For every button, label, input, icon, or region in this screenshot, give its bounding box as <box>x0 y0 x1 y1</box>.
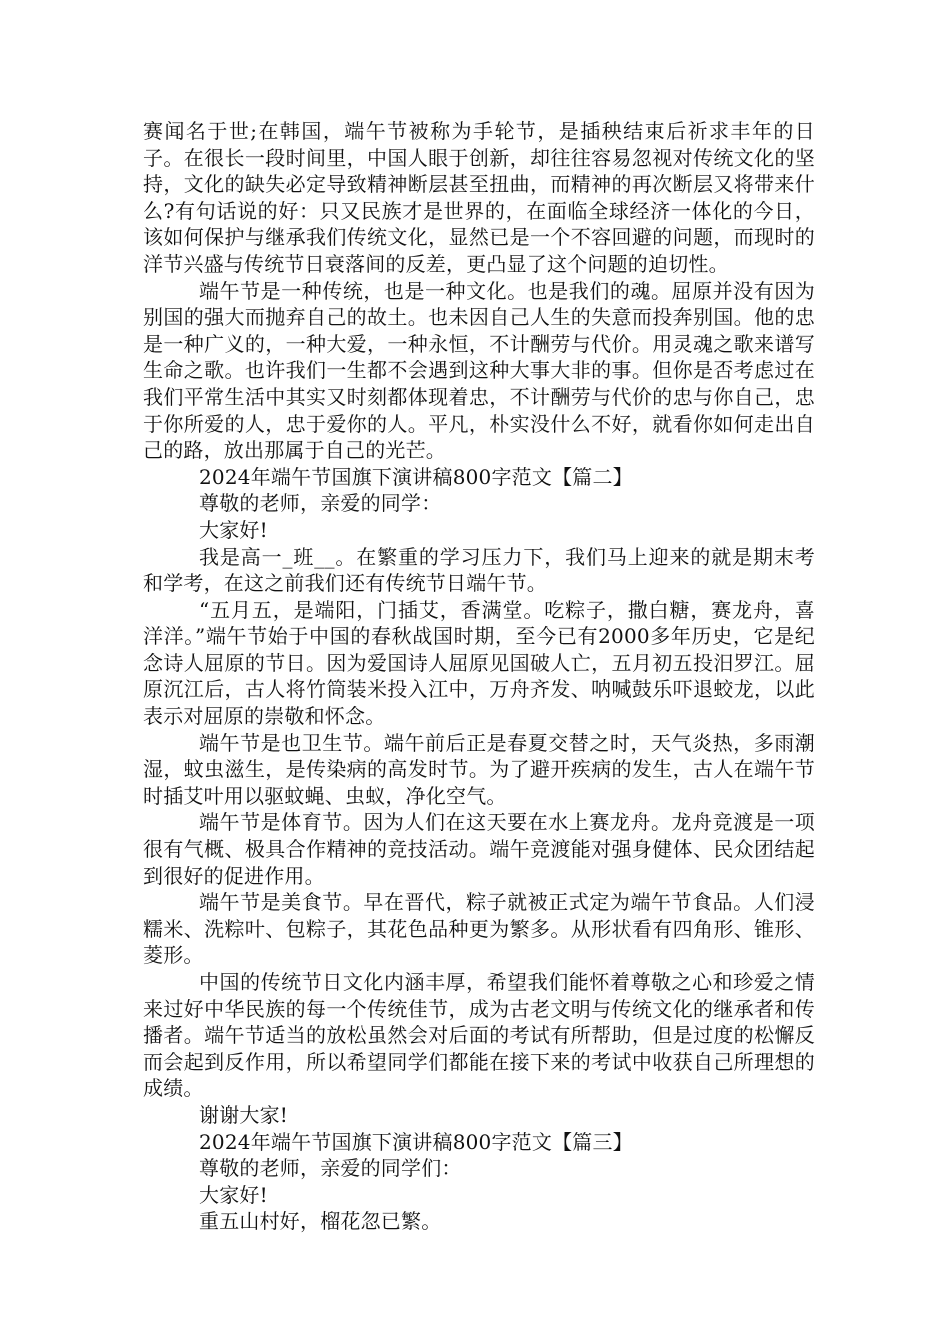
salutation: 尊敬的老师，亲爱的同学们： <box>199 1156 462 1181</box>
paragraph: 端午节是一种传统，也是一种文化。也是我们的魂。屈原并没有因为别国的强大而抛弃自己的故土。也未因自己人生的失意而投奔别国。他的忠是一种广义的，一种大爱，一种永恒，不计酬劳与代价。用灵魂之歌来谱写生命之歌。也许我们一生都不会遇到这种大事大非的事。但你是否考虑过在我们平常生活中其实又时刻都体现着忠，不计酬劳与代价的忠与你自己，忠于你所爱的人，忠于爱你的人。平凡，朴实没什么不好，就看你如何走出自己的路，放出那属于自己的光芒。 <box>143 278 815 463</box>
salutation: 尊敬的老师，亲爱的同学： <box>199 491 442 516</box>
document-body <box>143 118 815 1235</box>
closing: 谢谢大家! <box>199 1102 289 1127</box>
greeting: 大家好! <box>199 517 268 542</box>
paragraph: 端午节是体育节。因为人们在这天要在水上赛龙舟。龙舟竞渡是一项很有气概、极具合作精神的竞技活动。端午竞渡能对强身健体、民众团结起到很好的促进作用。 <box>143 810 815 888</box>
greeting: 大家好! <box>199 1182 268 1207</box>
paragraph: 端午节是也卫生节。端午前后正是春夏交替之时，天气炎热，多雨潮湿，蚊虫滋生，是传染病的高发时节。为了避开疾病的发生，古人在端午节时插艾叶用以驱蚊蝇、虫蚁，净化空气。 <box>143 730 815 808</box>
paragraph: 中国的传统节日文化内涵丰厚，希望我们能怀着尊敬之心和珍爱之情来过好中华民族的每一个传统佳节，成为古老文明与传统文化的继承者和传播者。端午节适当的放松虽然会对后面的考试有所帮助，但是过度的松懈反而会起到反作用，所以希望同学们都能在接下来的考试中收获自己所理想的成绩。 <box>143 970 815 1101</box>
section-heading: 2024年端午节国旗下演讲稿800字范文【篇二】 <box>199 464 633 489</box>
paragraph: 我是高一_班__。在繁重的学习压力下，我们马上迎来的就是期末考和学考，在这之前我们还有传统节日端午节。 <box>143 544 815 596</box>
paragraph: 端午节是美食节。早在晋代，粽子就被正式定为端午节食品。人们浸糯米、洗粽叶、包粽子，其花色品种更为繁多。从形状看有四角形、锥形、菱形。 <box>143 890 815 968</box>
paragraph: “五月五，是端阳，门插艾，香满堂。吃粽子，撒白糖，赛龙舟，喜洋洋。”端午节始于中国的春秋战国时期，至今已有2000多年历史，它是纪念诗人屈原的节日。因为爱国诗人屈原见国破人亡，五月初五投汨罗江。屈原沉江后，古人将竹筒装米投入江中，万舟齐发、呐喊鼓乐吓退蛟龙，以此表示对屈原的崇敬和怀念。 <box>143 597 815 729</box>
paragraph-continued: 赛闻名于世;在韩国，端午节被称为手轮节，是插秧结束后祈求丰年的日子。在很长一段时间里，中国人眼于创新，却往往容易忽视对传统文化的坚持，文化的缺失必定导致精神断层甚至扭曲，而精神的再次断层又将带来什么?有句话说的好：只又民族才是世界的，在面临全球经济一体化的今日，该如何保护与继承我们传统文化，显然已是一个不容回避的问题，而现时的洋节兴盛与传统节日衰落间的反差，更凸显了这个问题的迫切性。 <box>143 119 815 276</box>
paragraph: 重五山村好，榴花忽已繁。 <box>199 1209 442 1234</box>
section-heading: 2024年端午节国旗下演讲稿800字范文【篇三】 <box>199 1129 633 1154</box>
